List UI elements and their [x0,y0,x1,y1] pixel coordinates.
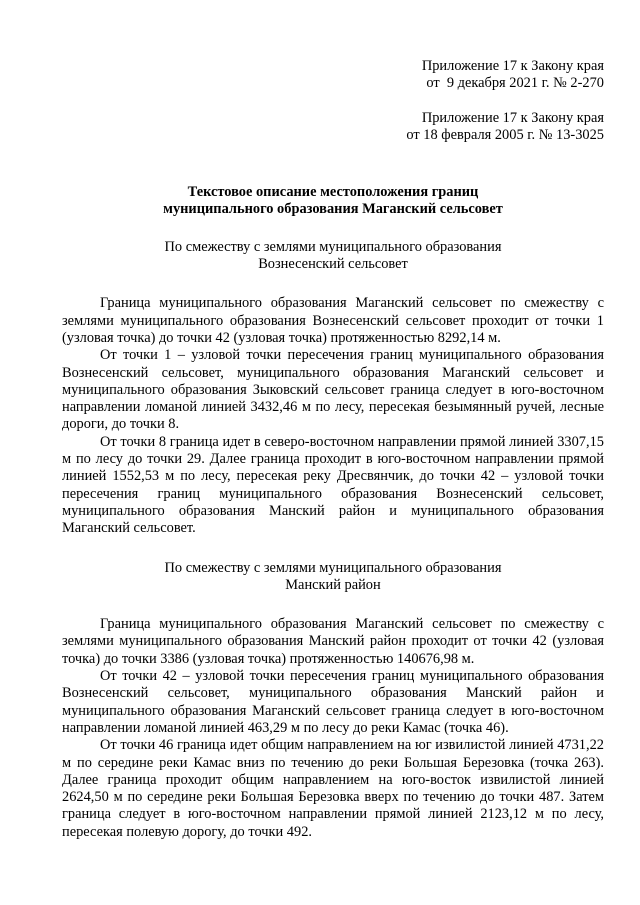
law-current-date: от 9 декабря 2021 г. № 2-270 [426,75,604,92]
section2-heading-line2: Манский район [285,576,381,593]
section2-paragraph-2: От точки 42 – узловой точки пересечения границ муниципального образования Вознесенский сельсовет, муниципального образования Манский район и муниципального образования Маганский сельсовет граница следует в юго-восточном направлении ломаной линией 463,29 м по лесу до реки Камас (точка 46). [62,668,604,736]
appendix-current-line: Приложение 17 к Закону края [421,58,604,74]
section2-paragraph-1: Граница муниципального образования Маганский сельсовет по смежеству с землями муниципального образования Манский район проходит от точки 42 (узловая точка) до точки 3386 (узловая точка) протяженностью 140676,98 м. [62,616,604,667]
document-title-line1: Текстовое описание местоположения границ [187,184,479,201]
section2-paragraph-3: От точки 46 граница идет общим направлением на юг извилистой линией 4731,22 м по середине реки Камас вниз по течению до реки Большая Березовка (точка 263). Далее граница проходит общим направлением на юго-восток извилистой линией 2624,50 м по середине реки Большая Березовка вверх по течению до точки 487. Затем граница следует в юго-восточном направлении прямой линией 2123,12 м по лесу, пересекая полевую дорогу, до точки 492. [62,737,604,840]
document-page [62,58,604,841]
appendix-original-line: Приложение 17 к Закону края [421,109,604,126]
section1-heading-line2: Вознесенский сельсовет [258,256,408,273]
section1-paragraph-3: От точки 8 граница идет в северо-восточном направлении прямой линией 3307,15 м по лесу до точки 29. Далее граница проходит в юго-восточном направлении прямой линией 1552,53 м по лесу, пересекая реку Дресвянчик, до точки 42 – узловой точки пересечения границ муниципального образования Вознесенский сельсовет, муниципального образования Манский район и муниципального образования Маганский сельсовет. [62,433,604,537]
law-original-date: от 18 февраля 2005 г. № 13-3025 [406,126,604,143]
section2-heading-line1: По смежеству с землями муниципального образования [164,559,502,576]
document-title-line2: муниципального образования Маганский сельсовет [163,201,503,218]
section1-paragraph-2: От точки 1 – узловой точки пересечения границ муниципального образования Вознесенский сельсовет, муниципального образования Маганский сельсовет и муниципального образования Зыковский сельсовет граница следует в юго-восточном направлении ломаной линией 3432,46 м по лесу, пересекая безымянный ручей, лесные дороги, до точки 8. [62,347,604,433]
section1-paragraph-1: Граница муниципального образования Маганский сельсовет по смежеству с землями муниципального образования Вознесенский сельсовет проходит от точки 1 (узловая точка) до точки 42 (узловая точка) протяженностью 8292,14 м. [62,295,604,346]
section1-heading-line1: По смежеству с землями муниципального образования [164,238,502,255]
